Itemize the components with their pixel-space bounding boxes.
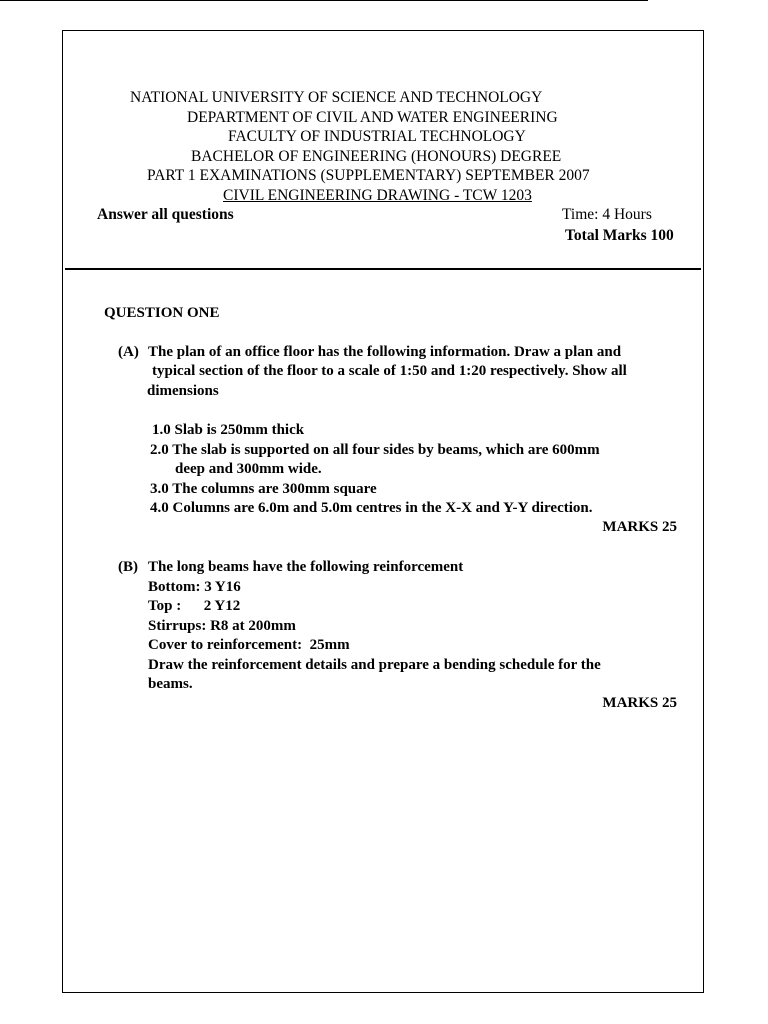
part-b-label: (B) bbox=[118, 559, 138, 575]
part-b-line: Bottom: 3 Y16 bbox=[148, 579, 241, 595]
department-name: DEPARTMENT OF CIVIL AND WATER ENGINEERING bbox=[187, 109, 558, 126]
part-a-line: dimensions bbox=[147, 383, 219, 399]
part-a-label: (A) bbox=[118, 344, 139, 360]
part-a-line: The plan of an office floor has the following information. Draw a plan and bbox=[148, 344, 622, 360]
part-a-item: 2.0 The slab is supported on all four sides by beams, which are 600mm bbox=[150, 442, 600, 458]
part-b-line: beams. bbox=[148, 676, 193, 692]
part-a-item: deep and 300mm wide. bbox=[175, 461, 322, 477]
top-rule bbox=[0, 0, 648, 1]
university-name: NATIONAL UNIVERSITY OF SCIENCE AND TECHNOLOGY bbox=[130, 89, 543, 106]
part-a-item: 3.0 The columns are 300mm square bbox=[150, 481, 377, 497]
part-a-marks: MARKS 25 bbox=[602, 519, 677, 535]
part-b-line: The long beams have the following reinforcement bbox=[148, 559, 464, 575]
time-allowed: Time: 4 Hours bbox=[562, 206, 652, 223]
part-b-line: Cover to reinforcement: 25mm bbox=[148, 637, 350, 653]
part-a-item: 4.0 Columns are 6.0m and 5.0m centres in the X-X and Y-Y direction. bbox=[150, 500, 593, 516]
part-b-line: Stirrups: R8 at 200mm bbox=[148, 618, 296, 634]
part-a-item: 1.0 Slab is 250mm thick bbox=[152, 422, 305, 438]
exam-paper bbox=[62, 30, 704, 993]
question-title: QUESTION ONE bbox=[104, 305, 220, 321]
part-b-line: Top : 2 Y12 bbox=[148, 598, 241, 614]
total-marks: Total Marks 100 bbox=[565, 227, 674, 244]
degree-name: BACHELOR OF ENGINEERING (HONOURS) DEGREE bbox=[191, 148, 562, 165]
part-b-line: Draw the reinforcement details and prepare a bending schedule for the bbox=[148, 657, 601, 673]
faculty-name: FACULTY OF INDUSTRIAL TECHNOLOGY bbox=[228, 128, 526, 145]
course-title: CIVIL ENGINEERING DRAWING - TCW 1203 bbox=[223, 187, 532, 204]
part-b-marks: MARKS 25 bbox=[602, 695, 677, 711]
exam-session: PART 1 EXAMINATIONS (SUPPLEMENTARY) SEPTEMBER 2007 bbox=[147, 167, 590, 184]
part-a-line: typical section of the floor to a scale of 1:50 and 1:20 respectively. Show all bbox=[152, 363, 627, 379]
instruction: Answer all questions bbox=[97, 206, 234, 223]
header-separator bbox=[65, 268, 701, 270]
